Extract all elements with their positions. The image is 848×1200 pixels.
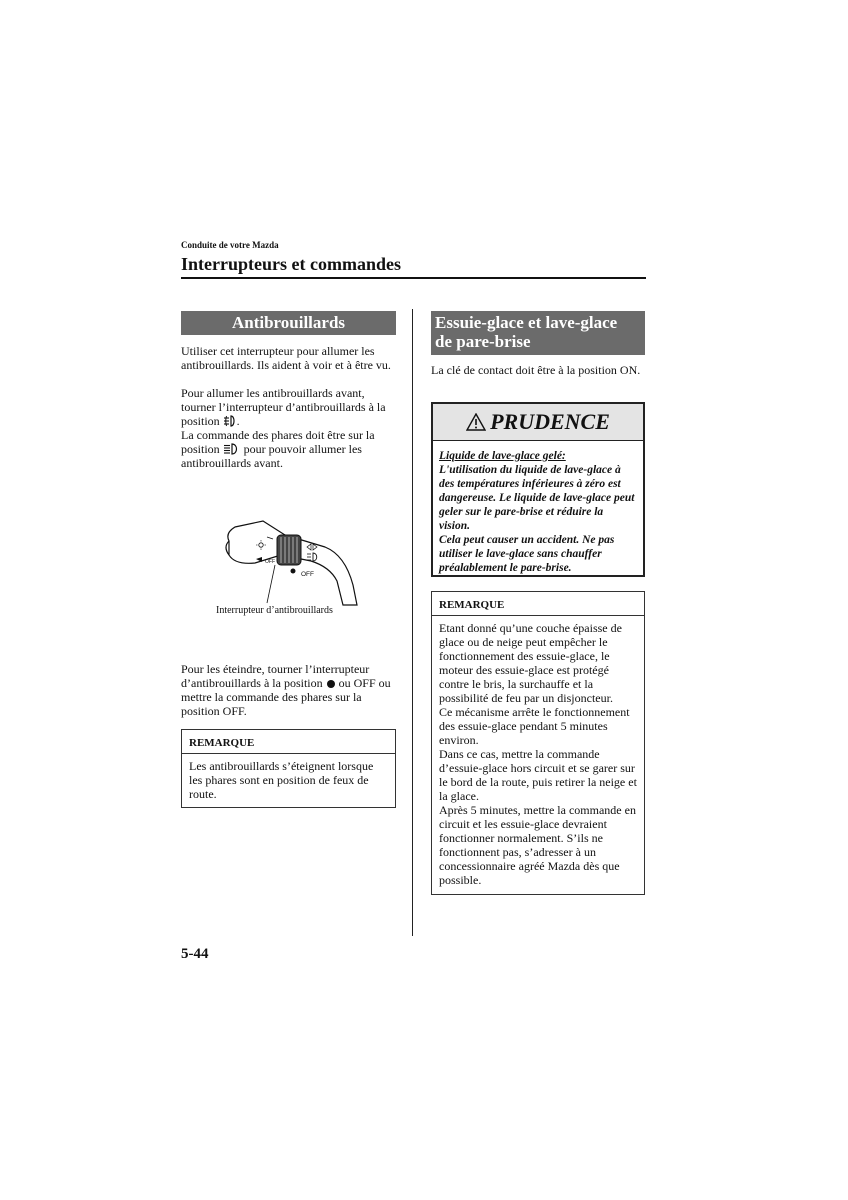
note-text-2: Ce mécanisme arrête le fonctionnement des essuie-glace pendant 5 minutes environ. <box>439 705 630 747</box>
caution-text-2: Cela peut causer un accident. Ne pas utiliser le lave-glace sans chauffer préalablement le pare-brise. <box>439 534 615 574</box>
section-heading-wipers-line2: de pare-brise <box>435 332 531 351</box>
paragraph-headlight-text-b: pour pouvoir allumer les antibrouillards avant. <box>181 442 362 470</box>
paragraph-ignition: La clé de contact doit être à la position ON. <box>431 363 641 377</box>
headlight-icon <box>223 443 241 455</box>
title-rule <box>181 277 646 279</box>
chapter-label: Conduite de votre Mazda <box>181 240 279 250</box>
caution-title: PRUDENCE <box>490 409 610 434</box>
section-heading-wipers-line1: Essuie-glace et lave-glace <box>435 313 618 332</box>
caution-box <box>431 402 645 577</box>
figure-caption: Interrupteur d’antibrouillards <box>216 605 333 616</box>
section-heading-wipers <box>431 311 645 355</box>
paragraph-turn-on-end: . <box>236 414 240 428</box>
filled-circle-icon <box>326 679 336 689</box>
warning-triangle-icon <box>466 413 486 431</box>
column-divider <box>412 309 413 936</box>
note-body <box>432 616 644 893</box>
left-text-block-1 <box>181 344 396 470</box>
section-heading-fog-lights: Antibrouillards <box>181 311 396 335</box>
paragraph-headlight-position <box>181 428 396 470</box>
caution-body <box>433 441 643 575</box>
page-title: Interrupteurs et commandes <box>181 254 401 274</box>
note-box-right <box>431 591 645 895</box>
caution-header <box>433 404 643 441</box>
fog-light-switch-illustration <box>215 515 365 607</box>
note-label: REMARQUE <box>182 730 395 754</box>
front-fog-light-icon <box>223 415 237 427</box>
note-label: REMARQUE <box>432 592 644 616</box>
paragraph-turn-off <box>181 662 396 718</box>
lever-tip <box>228 521 285 563</box>
note-text-3: Dans ce cas, mettre la commande d’essuie-glace hors circuit et se garer sur le bord de la route, puis retirer la neige et la glace. <box>439 747 637 803</box>
paragraph-turn-off-text-a: Pour les éteindre, tourner l’interrupteur d’antibrouillards à la position <box>181 662 370 690</box>
left-text-block-2 <box>181 662 396 718</box>
paragraph-turn-off-text-b: ou OFF ou mettre la commande des phares sur la position OFF. <box>181 676 391 718</box>
paragraph-intro: Utiliser cet interrupteur pour allumer les antibrouillards. Ils aident à voir et à être vu. <box>181 344 391 372</box>
note-text-4: Après 5 minutes, mettre la commande en circuit et les essuie-glace devraient fonctionner normalement. S’ils ne fonctionnent pas, s’adresser à un concessionnaire agréé Mazda dès que possible. <box>439 803 636 887</box>
off-label-small: OFF <box>265 559 275 565</box>
caution-subtitle: Liquide de lave-glace gelé: <box>439 450 566 462</box>
off-label: OFF <box>301 571 314 578</box>
paragraph-turn-on-text: Pour allumer les antibrouillards avant, tourner l’interrupteur d’antibrouillards à la position <box>181 386 386 428</box>
paragraph-headlight-text-a: La commande des phares doit être sur la position <box>181 428 375 456</box>
note-text: Les antibrouillards s’éteignent lorsque les phares sont en position de feux de route. <box>189 759 374 801</box>
page-number: 5-44 <box>181 946 209 962</box>
knurled-ring <box>277 535 301 565</box>
paragraph-turn-on <box>181 386 396 428</box>
note-text-1: Etant donné qu’une couche épaisse de glace ou de neige peut empêcher le fonctionnement des essuie-glace, le moteur des essuie-glace est protégé contre le bris, la surchauffe et la possibilité de feu par un disjoncteur. <box>439 621 622 705</box>
caution-text-1: L'utilisation du liquide de lave-glace à des températures inférieures à zéro est dangereuse. Le liquide de lave-glace peut geler sur le pare-brise et réduire la vision. <box>439 464 635 532</box>
note-box-left <box>181 729 396 808</box>
